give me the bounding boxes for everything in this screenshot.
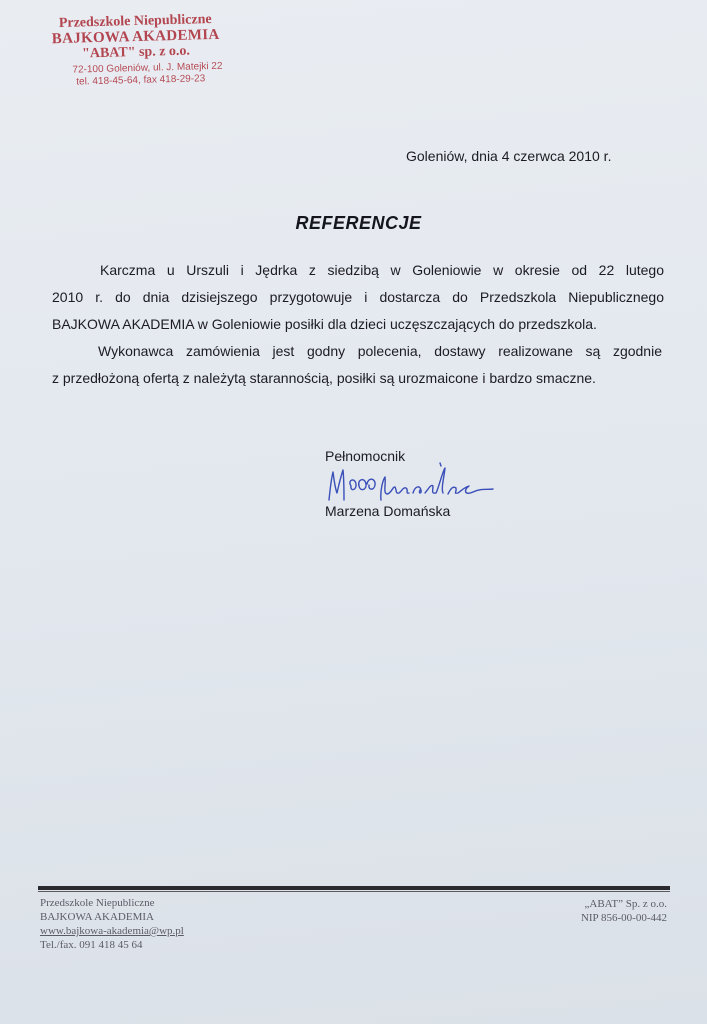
body-line: Wykonawca zamówienia jest godny polecenia, dostawy realizowane są zgodnie xyxy=(98,343,662,359)
body-line: z przedłożoną ofertą z należytą starannością, posiłki są urozmaicone i bardzo smaczne. xyxy=(52,370,596,386)
footer-company-name: „ABAT” Sp. z o.o. xyxy=(584,898,667,910)
body-line: Karczma u Urszuli i Jędrka z siedzibą w Goleniowie w okresie od 22 lutego xyxy=(100,262,664,278)
signatory-role: Pełnomocnik xyxy=(325,448,406,464)
company-stamp xyxy=(35,11,237,89)
footer-company xyxy=(581,897,667,925)
footer-nip: NIP 856-00-00-442 xyxy=(580,912,667,924)
handwritten-signature xyxy=(325,460,515,506)
footer-contact xyxy=(40,896,184,952)
stamp-line-2: BAJKOWA AKADEMIA xyxy=(51,26,220,48)
stamp-address: 72-100 Goleniów, ul. J. Matejki 22 xyxy=(72,60,223,76)
letter-date: Goleniów, dnia 4 czerwca 2010 r. xyxy=(406,148,612,164)
letter-title: REFERENCJE xyxy=(295,213,422,233)
signatory-name: Marzena Domańska xyxy=(325,503,451,519)
footer-divider xyxy=(38,886,670,890)
stamp-phone: tel. 418-45-64, fax 418-29-23 xyxy=(76,73,206,88)
stamp-line-1: Przedszkole Niepubliczne xyxy=(58,12,212,32)
footer-phone: Tel./fax. 091 418 45 64 xyxy=(40,939,143,951)
footer-email: www.bajkowa-akademia@wp.pl xyxy=(40,925,184,937)
body-line: 2010 r. do dnia dzisiejszego przygotowuje i dostarcza do Przedszkola Niepublicznego xyxy=(52,289,664,305)
footer-org-type: Przedszkole Niepubliczne xyxy=(40,897,155,909)
footer-divider-thin xyxy=(38,891,670,892)
body-line: BAJKOWA AKADEMIA w Goleniowie posiłki dla dzieci uczęszczających do przedszkola. xyxy=(52,316,597,332)
footer-org-name: BAJKOWA AKADEMIA xyxy=(40,911,154,923)
stamp-line-3: "ABAT" sp. z o.o. xyxy=(81,43,191,62)
